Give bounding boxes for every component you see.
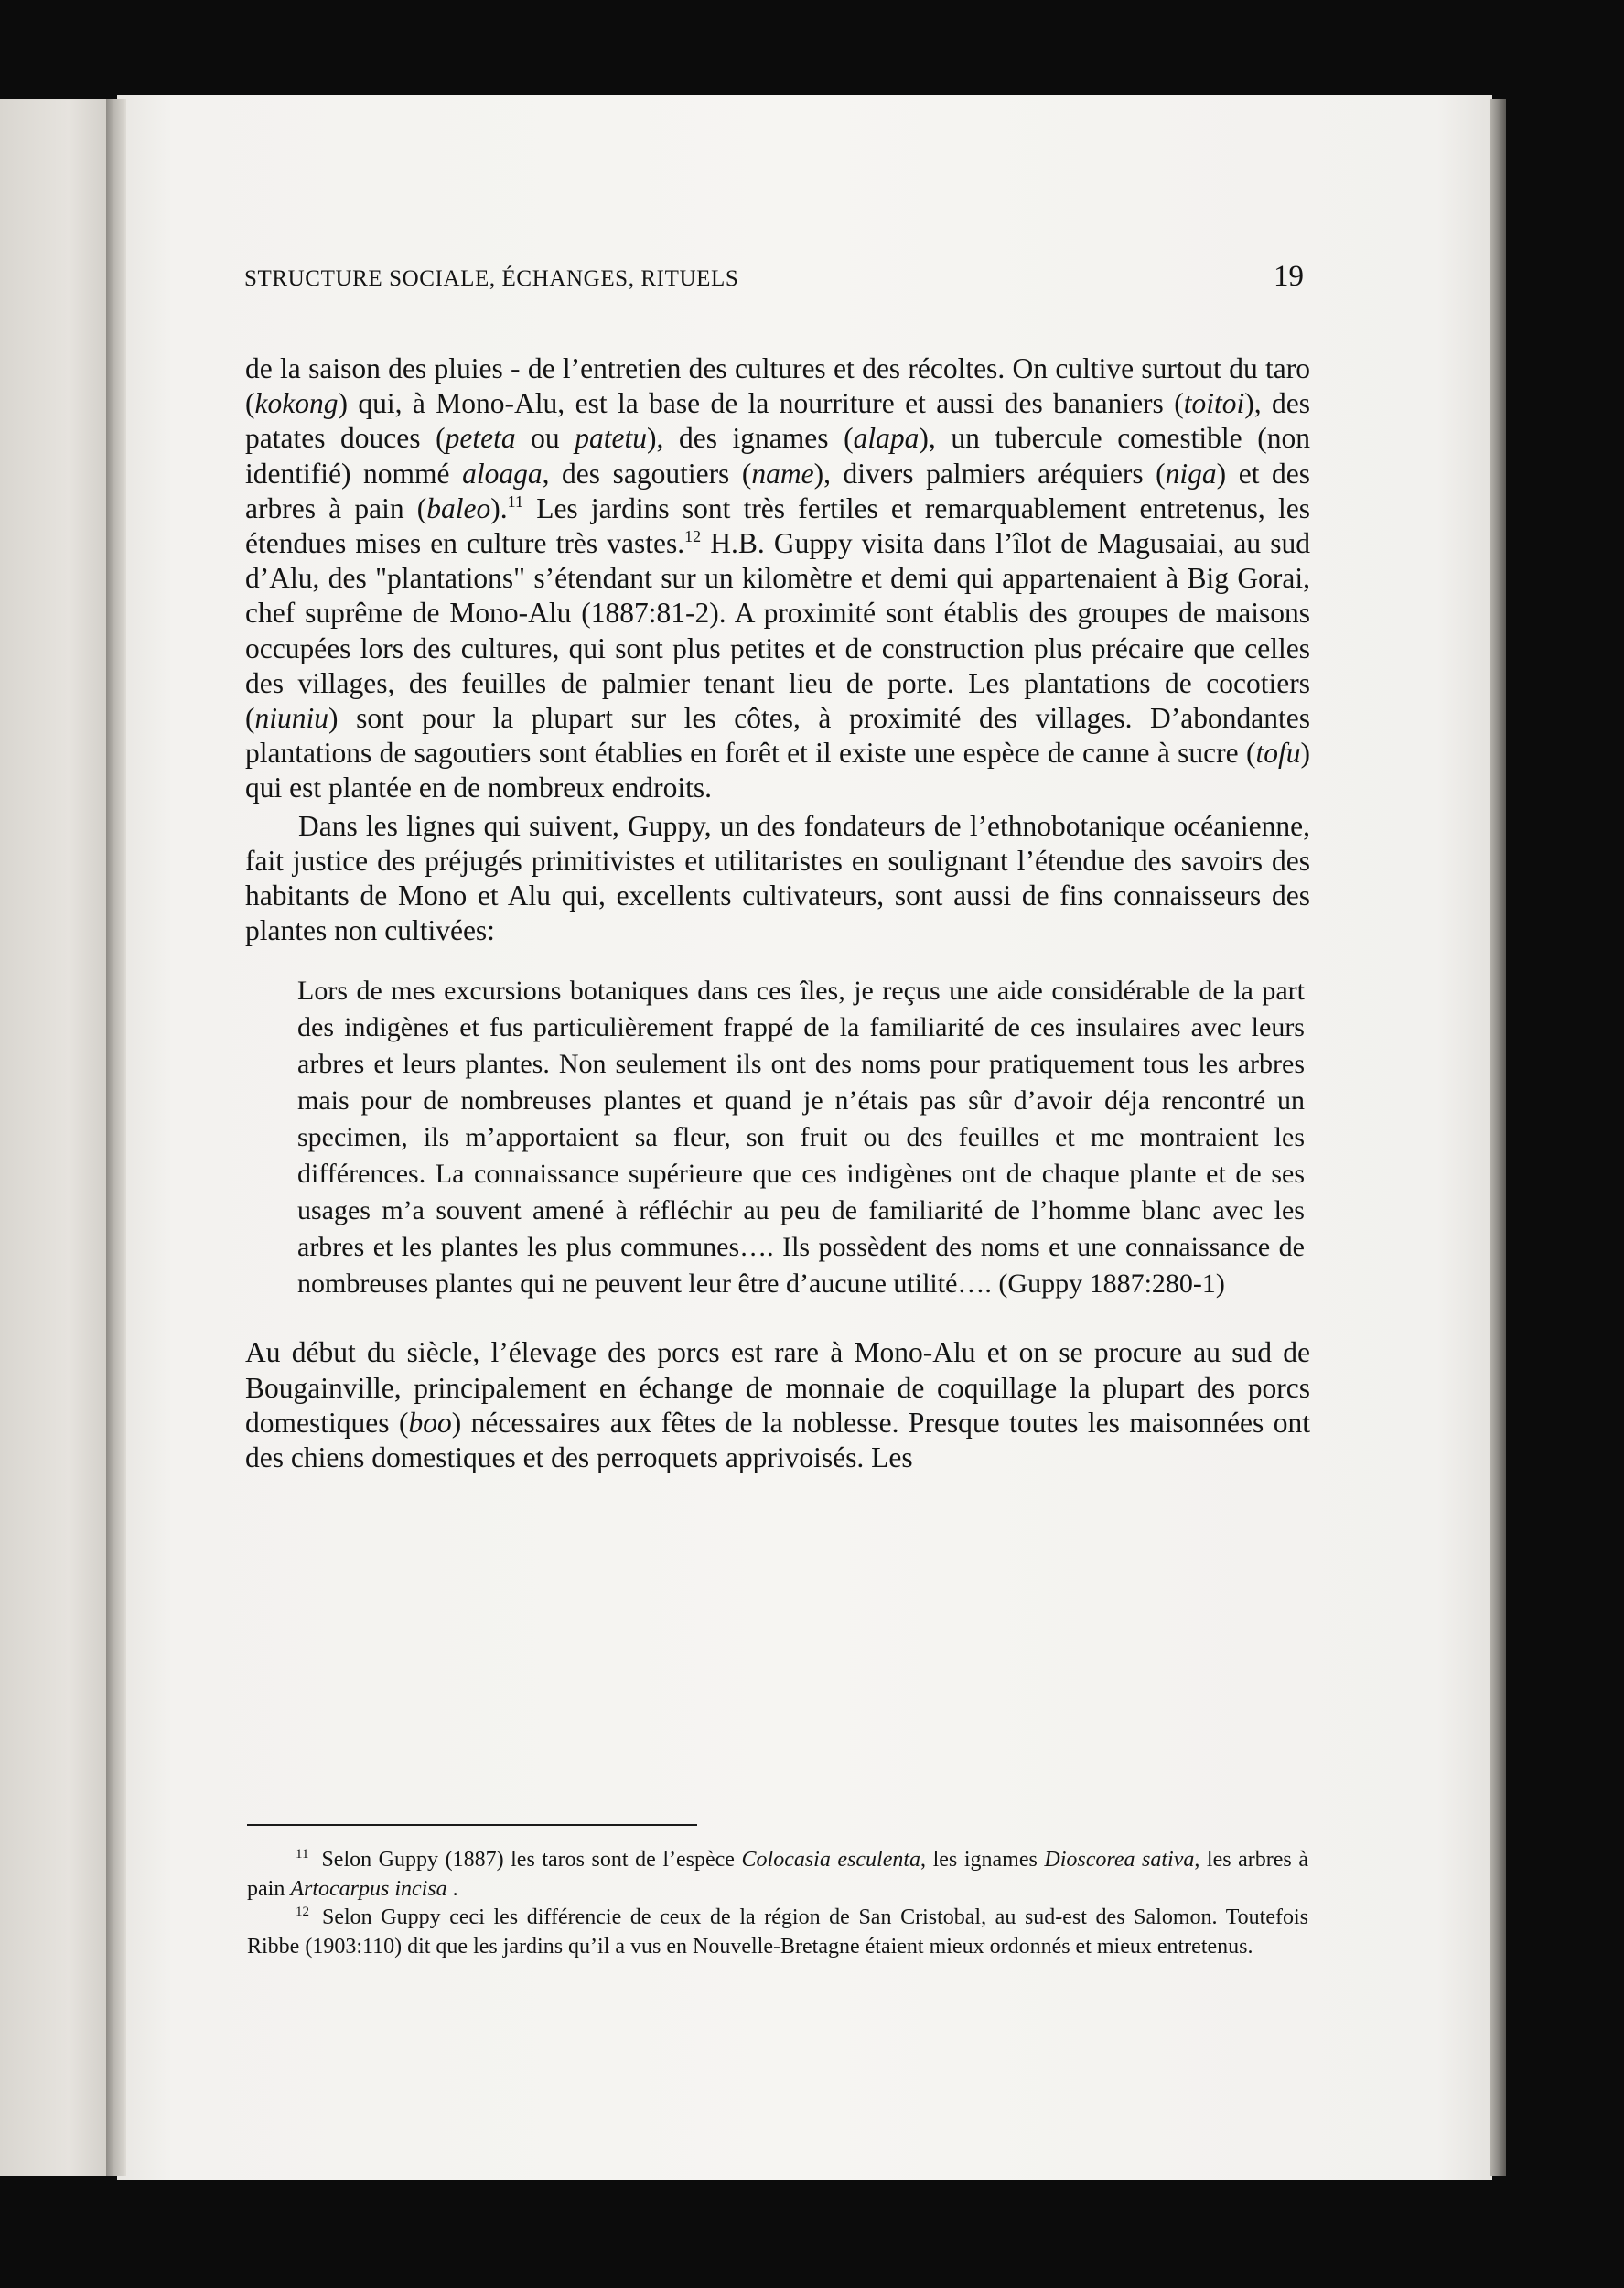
term-peteta: peteta: [445, 422, 516, 455]
footnote-separator: [247, 1824, 697, 1826]
text-run: ) et des arbres à pain (: [245, 457, 1311, 524]
paragraph-3: [245, 1335, 1310, 1475]
text-run: de la saison des pluies - de l’entretien des cultures et des récoltes. On cultive surtout du taro (: [245, 352, 1310, 420]
footnote-12: [247, 1904, 1308, 1961]
paragraph-1: [245, 351, 1310, 806]
footnotes: [247, 1846, 1308, 1961]
term-name: name: [751, 457, 814, 490]
running-head: STRUCTURE SOCIALE, ÉCHANGES, RITUELS: [244, 266, 739, 291]
footnote-mark: 12: [296, 1905, 309, 1919]
term-toitoi: toitoi: [1183, 387, 1245, 420]
footnote-mark: 11: [296, 1847, 309, 1862]
text-run: , les ignames: [920, 1848, 1045, 1872]
text-run: , des sagoutiers (: [542, 457, 752, 490]
text-run: ) qui est plantée en de nombreux endroits.: [245, 737, 1310, 804]
text-run: Selon Guppy (1887) les taros sont de l’espèce: [321, 1848, 742, 1872]
page-number: 19: [1274, 260, 1304, 293]
text-run: ou: [515, 422, 575, 455]
term-tofu: tofu: [1255, 737, 1301, 770]
page-block-edge: [1490, 99, 1506, 2176]
term-alapa: alapa: [853, 422, 920, 455]
term-niuniu: niuniu: [254, 702, 329, 735]
footnote-ref-12[interactable]: 12: [684, 527, 702, 546]
body-text: [245, 351, 1310, 1475]
text-run: .: [446, 1876, 458, 1901]
text-run: H.B. Guppy visita dans l’îlot de Magusaiai, au sud d’Alu, des "plantations" s’étendant sur un kilomètre et demi qui appartenaient à Big Gorai, chef suprême de Mono-Alu (1887:81-2). A proximité sont établis des groupes de maisons occupées lors des cultures, qui sont plus petites et de construction plus précaire que celles des villages, des feuilles de palmier tenant lieu de porte. Les plantations de cocotiers (: [245, 527, 1310, 735]
term-kokong: kokong: [254, 387, 339, 420]
text-run: , les arbres à pain: [247, 1848, 1308, 1901]
term-baleo: baleo: [426, 491, 491, 524]
term-boo: boo: [408, 1406, 452, 1439]
term-niga: niga: [1165, 457, 1217, 490]
text-run: ).: [490, 491, 508, 524]
footnote-ref-11[interactable]: 11: [507, 491, 523, 511]
term-patetu: patetu: [575, 422, 648, 455]
species-colocasia: Colocasia esculenta: [741, 1848, 921, 1872]
term-aloaga: aloaga: [462, 457, 543, 490]
text-run: Selon Guppy ceci les différencie de ceux de la région de San Cristobal, au sud-est des Salomon. Toutefois Ribbe (1903:110) dit que les jardins qu’il a vus en Nouvelle-Bretagne étaient mieux ordonnés et mieux entretenus.: [247, 1905, 1308, 1959]
text-run: ), des patates douces (: [245, 387, 1310, 455]
text-run: ) sont pour la plupart sur les côtes, à proximité des villages. D’abondantes plantations de sagoutiers sont établies en forêt et il existe une espèce de canne à sucre (: [245, 702, 1310, 770]
footnote-11: [247, 1846, 1308, 1904]
text-run: ), un tubercule comestible (non identifié) nommé: [245, 422, 1310, 490]
text-run: ), des ignames (: [647, 422, 854, 455]
text-run: Les jardins sont très fertiles et remarquablement entretenus, les étendues mises en culture très vastes.: [245, 491, 1310, 560]
species-dioscorea: Dioscorea sativa: [1044, 1848, 1195, 1872]
book-gutter: [106, 99, 126, 2176]
block-quote: Lors de mes excursions botaniques dans ces îles, je reçus une aide considérable de la part des indigènes et fus particulièrement frappé de la familiarité de ces insulaires avec leurs arbres et leurs plantes. Non seulement ils ont des noms pour pratiquement tous les arbres mais pour de nombreuses plantes et quand je n’étais pas sûr d’avoir déja rencontré un specimen, ils m’apportaient sa fleur, son fruit ou des feuilles et me montraient les différences. La connaissance supérieure que ces indigènes ont de chaque plante et de ses usages m’a souvent amené à réfléchir au peu de familiarité de l’homme blanc avec les arbres et les plantes les plus communes…. Ils possèdent des noms et une connaissance de nombreuses plantes qui ne peuvent leur être d’aucune utilité…. (Guppy 1887:280-1): [297, 976, 1305, 1300]
left-page-edge: [0, 99, 114, 2176]
paragraph-2: Dans les lignes qui suivent, Guppy, un des fondateurs de l’ethnobotanique océanienne, fait justice des préjugés primitivistes et utilitaristes en soulignant l’étendue des savoirs des habitants de Mono et Alu qui, excellents cultivateurs, sont aussi de fins connaisseurs des plantes non cultivées:: [245, 809, 1310, 947]
species-artocarpus: Artocarpus incisa: [290, 1876, 447, 1901]
text-run: ) nécessaires aux fêtes de la noblesse. Presque toutes les maisonnées ont des chiens domestiques et des perroquets apprivoisés. Les: [245, 1406, 1310, 1474]
text-run: ), divers palmiers aréquiers (: [813, 457, 1166, 490]
text-run: ) qui, à Mono-Alu, est la base de la nourriture et aussi des bananiers (: [338, 387, 1184, 420]
text-run: Au début du siècle, l’élevage des porcs est rare à Mono-Alu et on se procure au sud de Bougainville, principalement en échange de monnaie de coquillage la plupart des porcs domestiques (: [245, 1336, 1310, 1439]
